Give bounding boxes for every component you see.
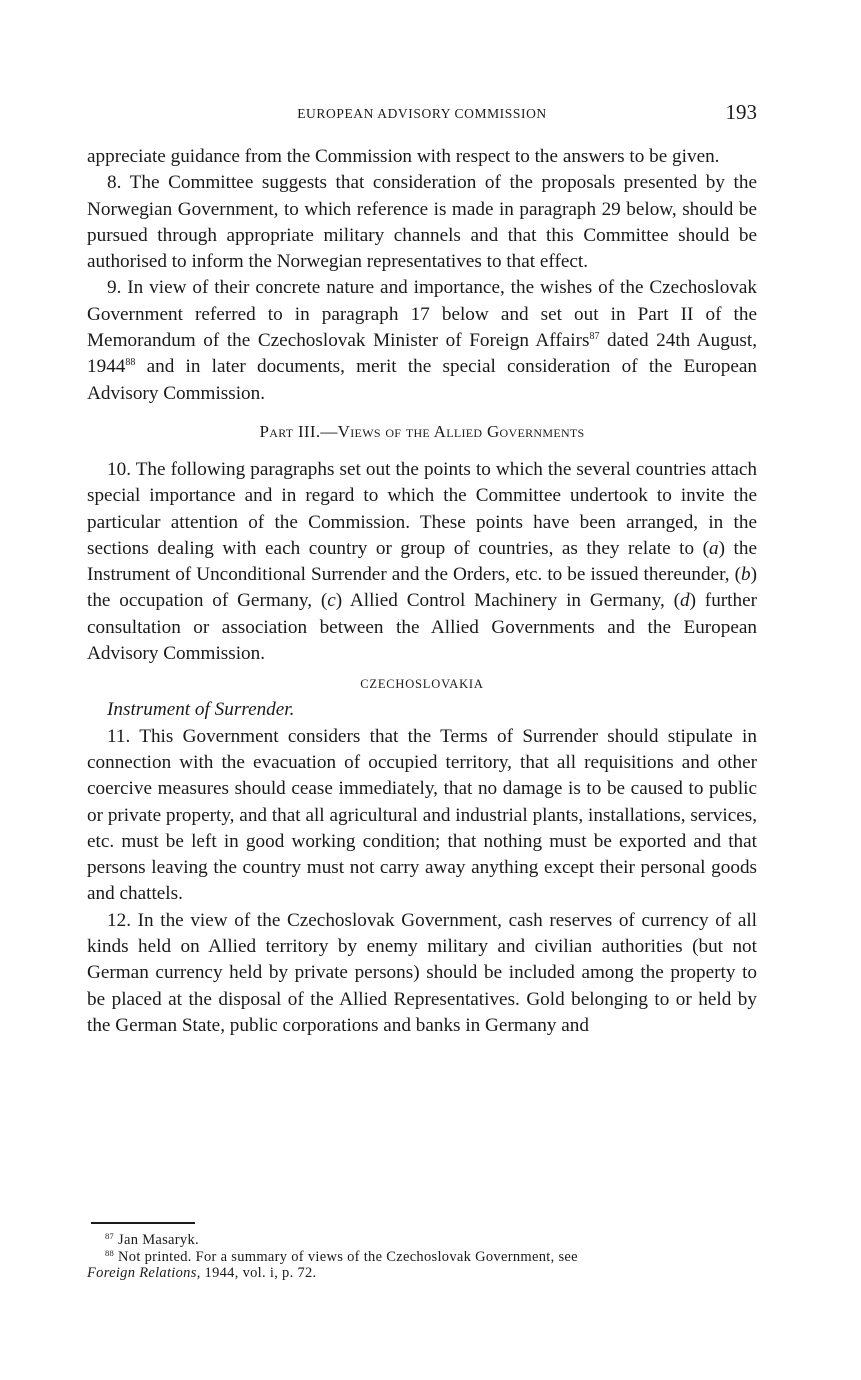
footnote-87-marker: 87 — [105, 1231, 115, 1241]
paragraph-10-text-b: ) the Instrument of Unconditional Surrender and the Orders, etc. to be issued thereunder, ( — [87, 537, 757, 586]
page-number: 193 — [725, 100, 757, 124]
footnote-87 — [87, 1232, 757, 1249]
paragraph-10-text-e: ) further consultation or association between the Allied Governments and the European Advisory Commission. — [87, 590, 758, 665]
footnote-ref-88: 88 — [125, 357, 136, 369]
footnote-88-marker: 88 — [105, 1247, 115, 1258]
footnotes — [87, 1232, 757, 1282]
paragraph-10 — [87, 457, 757, 667]
paragraph-10-letter-a: a — [709, 537, 719, 559]
running-head — [87, 100, 757, 130]
paragraph-9-text-a: 9. In view of their concrete nature and importance, the wishes of the Czechoslovak Government referred to in paragraph 17 below and set out in Part II of the Memorandum of the Czechoslovak Minister of Foreign Affairs — [87, 277, 757, 352]
footnote-88-text: Not printed. For a summary of views of the Czechoslovak Government, see — [114, 1248, 578, 1265]
paragraph-12: 12. In the view of the Czechoslovak Government, cash reserves of currency of all kinds held on Allied territory by enemy military and civilian authorities (but not German currency held by private persons) should be included among the property to be placed at the disposal of the Allied Representatives. Gold belonging to or held by the German State, public corporations and banks in Germany and — [87, 909, 757, 1036]
running-title: EUROPEAN ADVISORY COMMISSION — [297, 106, 547, 121]
paragraph-continuation: appreciate guidance from the Commission with respect to the answers to be given. — [87, 146, 720, 167]
footnote-rule — [91, 1222, 195, 1224]
paragraph-10-letter-b: b — [741, 564, 751, 586]
paragraph-10-text-a: 10. The following paragraphs set out the points to which the several countries attach special importance and in regard to which the Committee undertook to invite the particular attention of the Commission. These points have been arranged, in the sections dealing with each country or group of countries, as they relate to ( — [87, 458, 757, 559]
section-subheading: Instrument of Surrender. — [107, 699, 295, 721]
footnote-87-text: Jan Masaryk. — [114, 1232, 199, 1248]
paragraph-10-text-c: ) the occupation of Germany, ( — [87, 564, 757, 612]
body-text — [87, 144, 757, 1039]
footnote-ref-87: 87 — [589, 331, 600, 343]
footnote-88-citation: Foreign Relations — [87, 1265, 197, 1281]
paragraph-9-text-b: dated 24th August, 1944 — [87, 330, 758, 378]
paragraph-9 — [87, 275, 757, 406]
footnote-88 — [87, 1249, 757, 1266]
paragraph-11: 11. This Government considers that the Terms of Surrender should stipulate in connection with the evacuation of occupied territory, that all requisitions and other coercive measures should cease immediately, that no damage is to be caused to public or private property, and that all agricultural and industrial plants, installations, services, etc. must be left in good working condition; that nothing must be exported and that persons leaving the country must not carry away anything except their personal goods and chattels. — [87, 725, 757, 905]
paragraph-10-letter-c: c — [327, 590, 336, 612]
paragraph-10-text-d: ) Allied Control Machinery in Germany, ( — [335, 590, 680, 612]
part-heading: Part III.—Views of the Allied Governments — [259, 421, 585, 441]
paragraph-10-letter-d: d — [680, 590, 690, 612]
footnote-88-continuation — [87, 1265, 757, 1282]
footnote-88-rest: , 1944, vol. i, p. 72. — [196, 1265, 317, 1281]
paragraph-8: 8. The Committee suggests that consideration of the proposals presented by the Norwegian Government, to which reference is made in paragraph 29 below, should be pursued through appropriate military channels and that this Committee should be authorised to inform the Norwegian representatives to that effect. — [87, 172, 757, 273]
paragraph-9-text-c: and in later documents, merit the special consideration of the European Advisory Commission. — [87, 356, 757, 404]
country-heading: CZECHOSLOVAKIA — [360, 677, 484, 692]
